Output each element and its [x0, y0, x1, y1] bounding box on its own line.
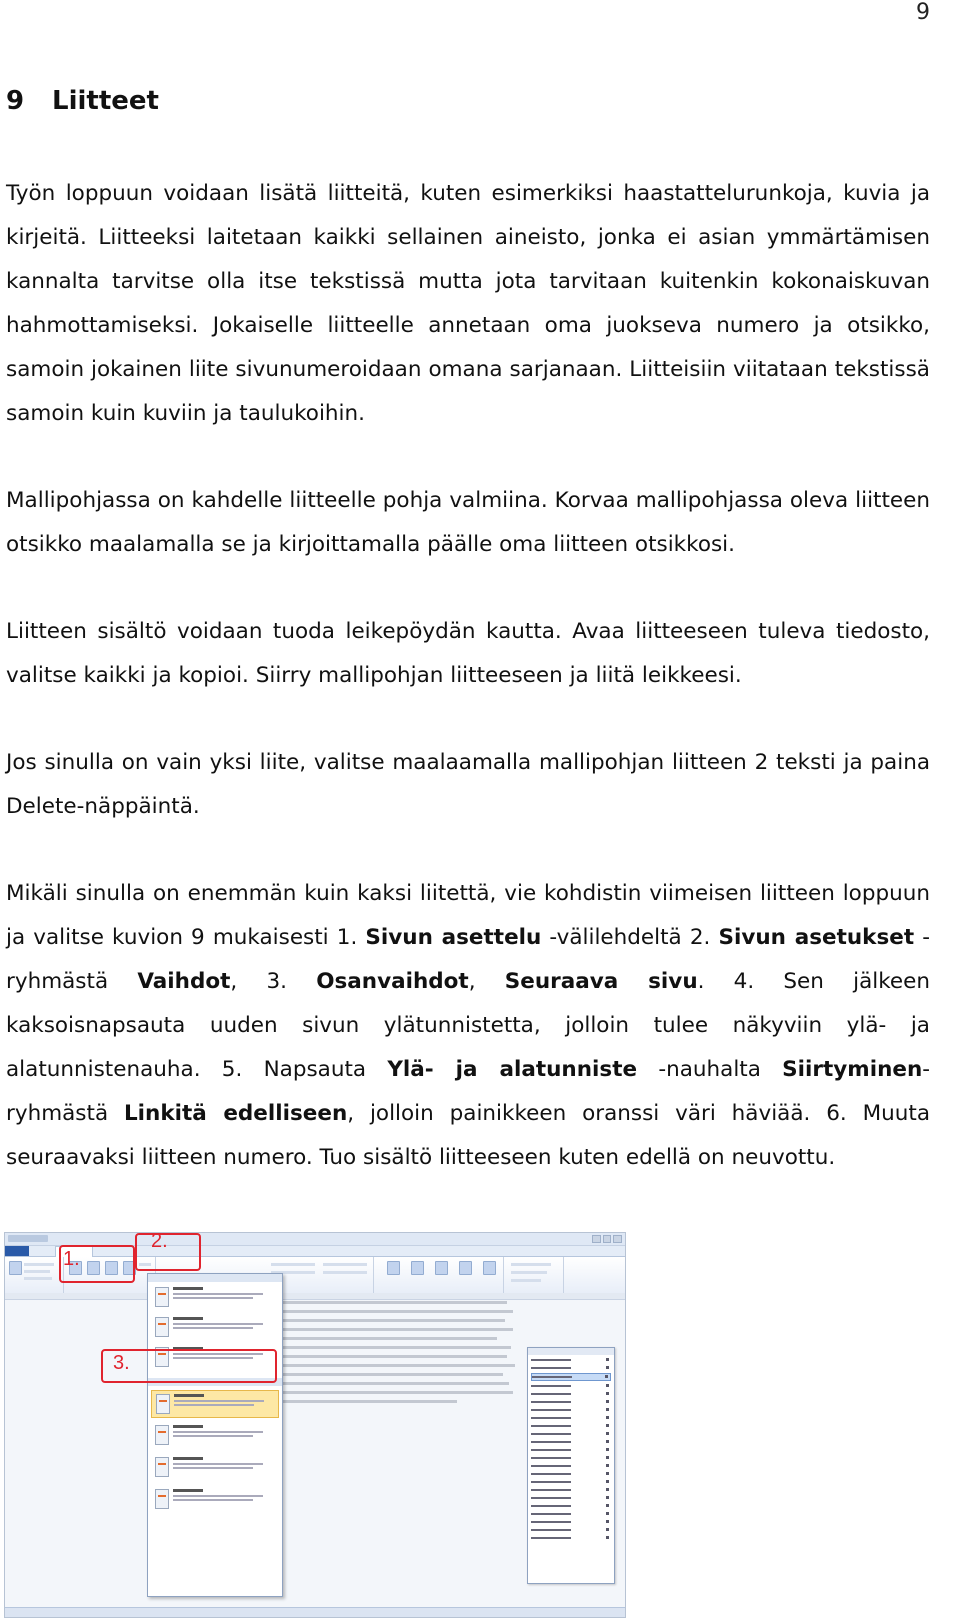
- window-controls: [592, 1235, 622, 1243]
- section-heading: [6, 86, 159, 116]
- text-run: -välilehdeltä 2.: [541, 925, 719, 950]
- text-run: Mallipohjassa on kahdelle liitteelle pohja valmiina. Korvaa mallipohjassa oleva liitteen otsikko maalamalla se ja kirjoittamalla päälle oma liitteen otsikkosi.: [6, 488, 930, 557]
- ribbon-group: [5, 1257, 64, 1293]
- bold-run: Vaihdot: [137, 969, 231, 994]
- text-run: Jos sinulla on vain yksi liite, valitse maalaamalla mallipohjan liitteen 2 teksti ja paina Delete-näppäintä.: [6, 750, 930, 819]
- section-title: Liitteet: [52, 86, 159, 116]
- text-run: -ryhmästä: [6, 925, 931, 994]
- paragraph: [6, 479, 930, 567]
- ribbon-tab: [29, 1246, 55, 1256]
- ribbon-group: [373, 1257, 504, 1293]
- text-run: Liitteen sisältö voidaan tuoda leikepöydän kautta. Avaa liitteeseen tuleva tiedosto, valitse kaikki ja kopioi. Siirry mallipohjan liitteeseen ja liitä leikkeesi.: [6, 619, 930, 688]
- word-screenshot-figure: [4, 1232, 626, 1618]
- section-number: 9: [6, 86, 25, 116]
- text-run: Työn loppuun voidaan lisätä liitteitä, kuten esimerkiksi haastattelurunkoja, kuvia ja kirjeitä. Liitteeksi laitetaan kaikki sellainen aineisto, jonka ei asian ymmärtämisen kannalta tarvitse olla itse tekstissä mutta jota tarvitaan kuitenkin kokonaiskuvan hahmottamiseksi. Jokaiselle liitteelle annetaan oma juokseva numero ja otsikko, samoin jokainen liite sivunumeroidaan omana sarjanaan. Liitteisiin viitataan tekstissä samoin kuin kuviin ja taulukoihin.: [6, 181, 930, 426]
- breaks-dropdown-menu: [147, 1273, 283, 1597]
- bold-run: Ylä- ja alatunniste: [387, 1057, 638, 1082]
- menu-group-header: [148, 1274, 282, 1282]
- text-run: . 4. Sen jälkeen kaksoisnapsauta uuden sivun ylätunnistetta, jolloin tulee näkyviin ylä- ja alatunnistenauha. 5. Napsauta: [6, 969, 930, 1082]
- text-run: -ryhmästä: [6, 1057, 931, 1126]
- ruler: [5, 1293, 625, 1300]
- quick-access-toolbar: [8, 1235, 48, 1242]
- menu-item-next-page: [151, 1390, 279, 1418]
- text-run: , jolloin painikkeen oranssi väri häviää. 6. Muuta seuraavaksi liitteen numero. Tuo sisältö liitteeseen kuten edellä on neuvottu.: [6, 1101, 930, 1170]
- menu-item-page-break: [151, 1284, 277, 1310]
- menu-item-even-page: [151, 1454, 277, 1480]
- ribbon-group: [503, 1257, 564, 1293]
- bold-run: Osanvaihdot: [316, 969, 469, 994]
- text-run: -nauhalta: [637, 1057, 783, 1082]
- text-run: ,: [468, 969, 505, 994]
- styles-pane: [527, 1347, 615, 1584]
- menu-item-column-break: [151, 1314, 277, 1340]
- bold-run: Linkitä edelliseen: [123, 1101, 348, 1126]
- callout-label: 3.: [113, 1352, 130, 1374]
- bold-run: Sivun asettelu: [365, 925, 542, 950]
- page-number: 9: [916, 0, 930, 25]
- text-run: , 3.: [230, 969, 317, 994]
- bold-run: Sivun asetukset: [718, 925, 915, 950]
- bold-run: Siirtyminen: [782, 1057, 923, 1082]
- text-run: Mikäli sinulla on enemmän kuin kaksi liitettä, vie kohdistin viimeisen liitteen loppuun ja valitse kuvion 9 mukaisesti 1.: [6, 881, 930, 950]
- callout-label: 1.: [63, 1248, 80, 1270]
- callout-label: 2.: [151, 1232, 168, 1252]
- menu-item-odd-page: [151, 1486, 277, 1512]
- callout-box: [135, 1233, 201, 1271]
- bold-run: Seuraava sivu: [504, 969, 698, 994]
- paragraph: [6, 872, 930, 1180]
- status-bar: [5, 1607, 625, 1617]
- document-text-lines: [277, 1301, 517, 1409]
- paragraph: [6, 172, 930, 436]
- body-text: [6, 172, 930, 1180]
- paragraph: [6, 741, 930, 829]
- ribbon-tab: [5, 1246, 29, 1256]
- paragraph: [6, 610, 930, 698]
- menu-item-continuous: [151, 1422, 277, 1448]
